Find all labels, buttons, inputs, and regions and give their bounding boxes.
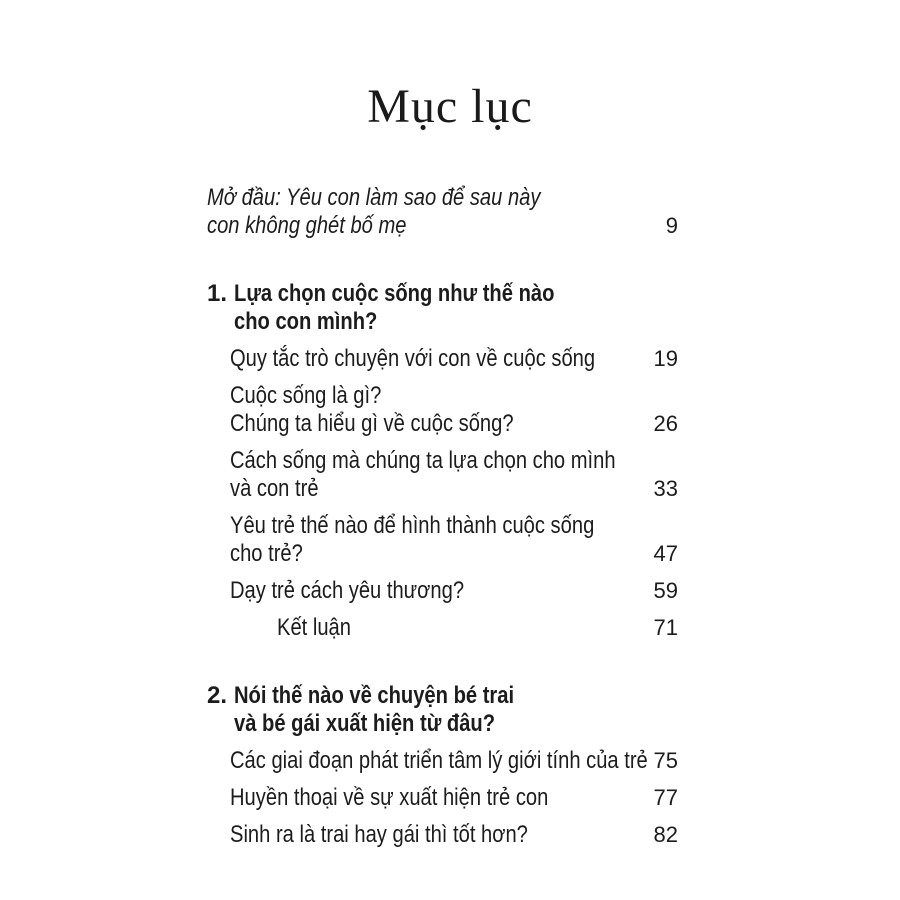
entry-lines [207,345,678,373]
entry-lines [207,512,678,568]
entry-lines [207,614,678,642]
section-number: 1. [207,280,228,307]
entry-line: con không ghét bố mẹ [207,212,407,239]
page-number: 77 [653,785,678,810]
entry-line: Dạy trẻ cách yêu thương? [230,577,465,604]
toc-entry [207,345,678,373]
entry-line: Cuộc sống là gì? [230,382,382,409]
page-number: 47 [653,541,678,566]
entry-line: Quy tắc trò chuyện với con về cuộc sống [230,345,596,372]
entry-lines [207,784,678,812]
page-number: 26 [653,411,678,436]
page-number: 75 [653,748,678,773]
entry-line: Lựa chọn cuộc sống như thế nào [234,280,555,307]
entry-line: và bé gái xuất hiện từ đâu? [234,710,496,737]
entry-lines [207,184,678,240]
page-title: Mục lục [367,80,533,134]
section-number: 2. [207,682,228,709]
entry-line: và con trẻ [230,475,319,502]
entry-line: Cách sống mà chúng ta lựa chọn cho mình [230,447,616,474]
toc-entry [207,512,678,568]
toc-list [207,184,678,849]
toc-entry [207,821,678,849]
entry-lines [207,747,678,775]
page-number: 71 [653,615,678,640]
toc-entry [207,447,678,503]
toc-entry [207,382,678,438]
entry-lines [207,447,678,503]
toc-entry [207,614,678,642]
entry-lines [207,280,678,336]
entry-line: cho trẻ? [230,540,303,567]
entry-lines [207,577,678,605]
page-number: 19 [653,346,678,371]
page-number: 9 [665,213,678,238]
entry-line: Kết luận [277,614,351,641]
toc-entry [207,682,678,738]
toc-entry [207,280,678,336]
page-number: 82 [653,822,678,847]
toc-entry [207,747,678,775]
entry-lines [207,382,678,438]
entry-line: cho con mình? [234,308,378,335]
entry-line: Yêu trẻ thế nào để hình thành cuộc sống [230,512,595,539]
entry-line: Huyền thoại về sự xuất hiện trẻ con [230,784,549,811]
entry-line: Mở đầu: Yêu con làm sao để sau này [207,184,541,211]
toc-entry [207,784,678,812]
page-number: 33 [653,476,678,501]
page-number: 59 [653,578,678,603]
toc-entry [207,577,678,605]
entry-line: Các giai đoạn phát triển tâm lý giới tính của trẻ [230,747,648,774]
entry-line: Sinh ra là trai hay gái thì tốt hơn? [230,821,528,848]
entry-lines [207,682,678,738]
entry-line: Nói thế nào về chuyện bé trai [234,682,515,709]
entry-lines [207,821,678,849]
toc-entry [207,184,678,240]
entry-line: Chúng ta hiểu gì về cuộc sống? [230,410,514,437]
